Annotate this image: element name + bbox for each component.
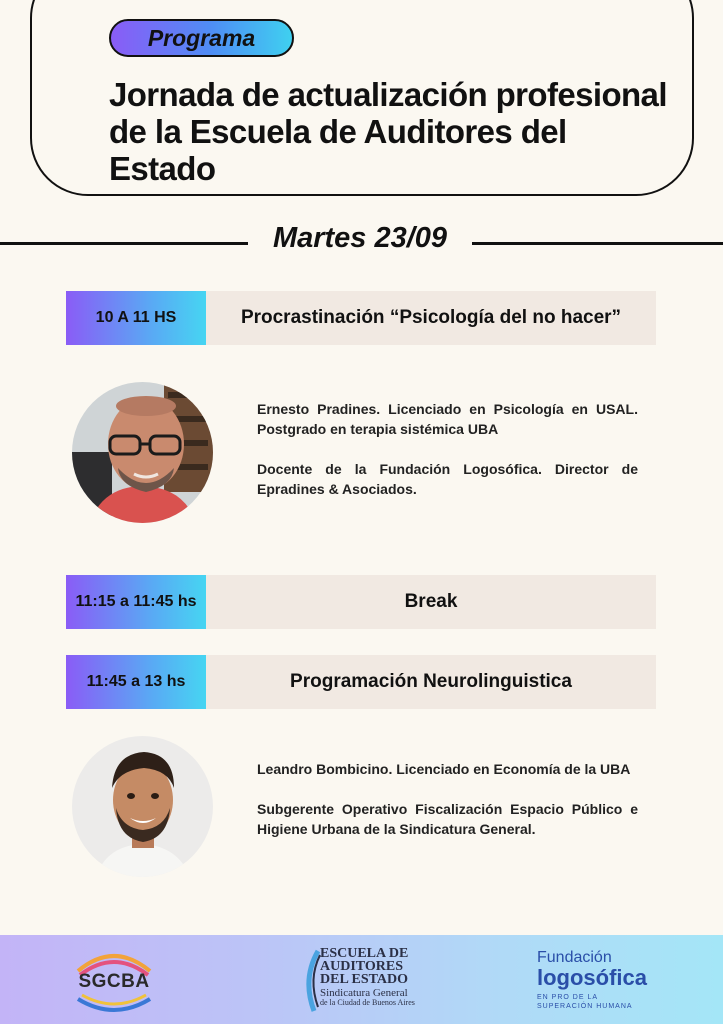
escuela-auditores-logo xyxy=(300,945,420,1017)
speaker-photo-ernesto xyxy=(72,382,213,523)
footer-logos xyxy=(0,935,723,1024)
sgcba-logo xyxy=(70,945,158,1015)
session-title: Procrastinación “Psicología del no hacer” xyxy=(240,307,622,328)
session-bar-1 xyxy=(66,291,656,345)
session-time: 11:45 a 13 hs xyxy=(66,655,206,709)
bio-paragraph: Leandro Bombicino. Licenciado en Economía de la UBA xyxy=(257,761,631,777)
session-title: Break xyxy=(404,591,458,612)
date-divider-right xyxy=(472,242,723,245)
session-bar-3 xyxy=(66,655,656,709)
date-label: Martes 23/09 xyxy=(272,222,448,254)
bio-paragraph: Docente de la Fundación Logosófica. Director de Epradines & Asociados. xyxy=(257,461,638,497)
session-title: Programación Neurolinguistica xyxy=(290,671,572,692)
fundacion-tagline: EN PRO DE LA xyxy=(537,994,599,1001)
fundacion-line: Fundación xyxy=(537,949,612,966)
speaker-bio-1 xyxy=(257,399,638,519)
escuela-subline: de la Ciudad de Buenos Aires xyxy=(320,998,415,1007)
date-divider-left xyxy=(0,242,248,245)
session-time: 11:15 a 11:45 hs xyxy=(66,575,206,629)
speaker-photo-leandro xyxy=(72,736,213,877)
programa-badge: Programa xyxy=(109,19,294,57)
escuela-line: AUDITORES xyxy=(320,959,403,974)
page-title: Jornada de actualización profesional de la Escuela de Auditores del Estado xyxy=(109,76,667,187)
escuela-subline: Sindicatura General xyxy=(320,987,408,999)
bio-paragraph: Subgerente Operativo Fiscalización Espacio Público e Higiene Urbana de la Sindicatura General. xyxy=(257,801,638,837)
speaker-bio-2 xyxy=(257,759,638,859)
fundacion-logosofica-logo xyxy=(537,949,667,1015)
escuela-line: ESCUELA DE xyxy=(320,946,409,961)
escuela-line: DEL ESTADO xyxy=(320,972,409,987)
session-time: 10 A 11 HS xyxy=(66,291,206,345)
sgcba-logo-text: SGCBA xyxy=(78,971,150,992)
bio-paragraph: Ernesto Pradines. Licenciado en Psicología en USAL. Postgrado en terapia sistémica UBA xyxy=(257,401,638,437)
fundacion-tagline: SUPERACIÓN HUMANA xyxy=(537,1003,633,1010)
session-bar-2 xyxy=(66,575,656,629)
fundacion-wordmark: logosófica xyxy=(537,965,648,990)
